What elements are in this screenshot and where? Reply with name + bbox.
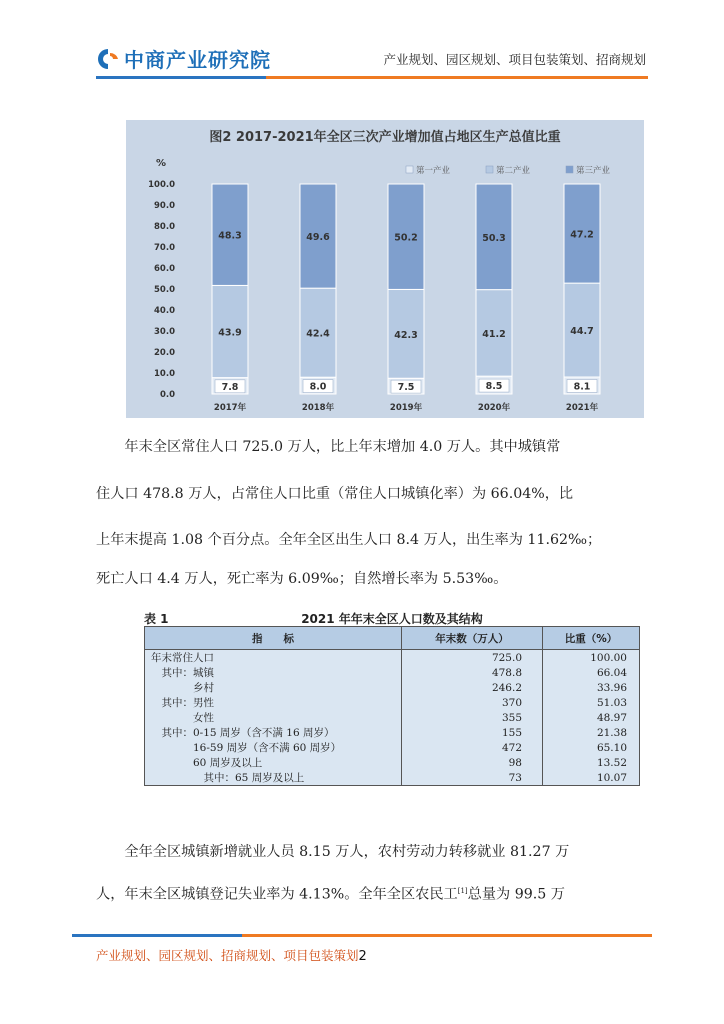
table-row <box>145 755 640 770</box>
x-tick-label: 2017年 <box>213 403 247 413</box>
y-axis-unit: % <box>156 158 167 169</box>
value-cell: 478.8 <box>402 665 543 680</box>
data-label: 7.5 <box>397 382 415 394</box>
column-header-share: 比重（%） <box>543 627 640 650</box>
chart-canvas <box>126 120 644 418</box>
data-label: 50.2 <box>394 232 418 244</box>
indicator-cell: 其中：0-15 周岁（含不满 16 周岁） <box>145 725 402 740</box>
y-tick-label: 10.0 <box>154 369 175 379</box>
share-cell: 100.00 <box>543 650 640 666</box>
y-tick-label: 100.0 <box>148 180 175 190</box>
x-tick-label: 2019年 <box>389 403 423 413</box>
x-tick-label: 2021年 <box>565 403 599 413</box>
table-header-row <box>145 627 640 650</box>
y-tick-label: 0.0 <box>159 390 175 400</box>
value-cell: 246.2 <box>402 680 543 695</box>
footnote-ref[interactable]: [1] <box>457 887 468 895</box>
paragraph-text: 总量为 99.5 万 <box>467 886 565 903</box>
indicator-cell: 其中：65 周岁及以上 <box>145 770 402 786</box>
header-divider-orange <box>266 76 648 79</box>
page-header <box>0 0 724 90</box>
data-label: 50.3 <box>482 232 506 244</box>
y-tick-label: 30.0 <box>154 327 175 337</box>
paragraph-line: 死亡人口 4.4 万人，死亡率为 6.09‰；自然增长率为 5.53‰。 <box>96 571 508 587</box>
share-cell: 51.03 <box>543 695 640 710</box>
value-cell: 725.0 <box>402 650 543 666</box>
data-label: 43.9 <box>218 327 242 339</box>
legend-label: 第三产业 <box>576 166 611 176</box>
footer-divider-blue <box>72 934 242 937</box>
paragraph-text: 人，年末全区城镇登记失业率为 4.13%。全年全区农民工 <box>96 886 458 903</box>
value-cell: 355 <box>402 710 543 725</box>
indicator-cell: 60 周岁及以上 <box>145 755 402 770</box>
legend-swatch <box>566 166 573 173</box>
y-tick-label: 90.0 <box>154 201 175 211</box>
table-row <box>145 650 640 666</box>
y-tick-label: 80.0 <box>154 222 175 232</box>
indicator-cell: 其中：男性 <box>145 695 402 710</box>
table-label: 表 1 <box>144 612 169 626</box>
legend-swatch <box>406 166 413 173</box>
indicator-cell: 年末常住人口 <box>145 650 402 666</box>
x-tick-label: 2018年 <box>301 403 335 413</box>
table-row <box>145 695 640 710</box>
y-tick-label: 50.0 <box>154 285 175 295</box>
share-cell: 66.04 <box>543 665 640 680</box>
paragraph-line: 上年末提高 1.08 个百分点。全年全区出生人口 8.4 万人，出生率为 11.62‰； <box>96 532 602 548</box>
data-label: 8.0 <box>309 381 327 393</box>
data-label: 7.8 <box>221 381 239 393</box>
column-header-value: 年末数（万人） <box>402 627 543 650</box>
footer-divider-orange <box>242 934 652 937</box>
data-label: 8.1 <box>573 381 591 393</box>
data-label: 48.3 <box>218 230 242 242</box>
y-tick-label: 60.0 <box>154 264 175 274</box>
indicator-cell: 女性 <box>145 710 402 725</box>
logo <box>96 44 271 73</box>
footer-tagline: 产业规划、园区规划、招商规划、项目包装策划 <box>96 948 359 963</box>
y-tick-label: 70.0 <box>154 243 175 253</box>
data-label: 42.3 <box>394 329 418 341</box>
paragraph-line <box>96 881 648 905</box>
table-title: 2021 年年末全区人口数及其结构 <box>301 612 483 626</box>
paragraph-line: 年末全区常住人口 725.0 万人，比上年末增加 4.0 万人。其中城镇常 <box>96 439 561 455</box>
share-cell: 13.52 <box>543 755 640 770</box>
column-header-indicator: 指 标 <box>145 627 402 650</box>
table-row <box>145 665 640 680</box>
legend-label: 第二产业 <box>496 166 531 176</box>
header-tagline: 产业规划、园区规划、项目包装策划、招商规划 <box>383 52 646 67</box>
table-row <box>145 680 640 695</box>
paragraph-line: 全年全区城镇新增就业人员 8.15 万人，农村劳动力转移就业 81.27 万 <box>96 844 570 860</box>
y-tick-label: 20.0 <box>154 348 175 358</box>
y-tick-label: 40.0 <box>154 306 175 316</box>
data-label: 41.2 <box>482 328 506 340</box>
table-row <box>145 710 640 725</box>
value-cell: 370 <box>402 695 543 710</box>
table-row <box>145 725 640 740</box>
data-label: 42.4 <box>306 328 330 340</box>
indicator-cell: 其中：城镇 <box>145 665 402 680</box>
data-label: 47.2 <box>570 229 594 241</box>
population-table <box>144 626 640 786</box>
indicator-cell: 16-59 周岁（含不满 60 周岁） <box>145 740 402 755</box>
header-divider-blue <box>96 76 266 79</box>
x-tick-label: 2020年 <box>477 403 511 413</box>
share-cell: 65.10 <box>543 740 640 755</box>
share-cell: 48.97 <box>543 710 640 725</box>
data-label: 49.6 <box>306 232 330 244</box>
value-cell: 73 <box>402 770 543 786</box>
legend-swatch <box>486 166 493 173</box>
table-row <box>145 740 640 755</box>
value-cell: 98 <box>402 755 543 770</box>
share-cell: 21.38 <box>543 725 640 740</box>
industry-share-chart <box>126 120 644 418</box>
table-row <box>145 770 640 786</box>
page-number: 2 <box>358 949 367 964</box>
value-cell: 472 <box>402 740 543 755</box>
paragraph-line: 住人口 478.8 万人，占常住人口比重（常住人口城镇化率）为 66.04%，比 <box>96 486 574 502</box>
footer <box>96 946 367 964</box>
logo-icon <box>96 47 120 71</box>
chart-title: 图2 2017-2021年全区三次产业增加值占地区生产总值比重 <box>209 130 561 145</box>
data-label: 44.7 <box>570 326 594 338</box>
share-cell: 10.07 <box>543 770 640 786</box>
indicator-cell: 乡村 <box>145 680 402 695</box>
data-label: 8.5 <box>485 381 503 393</box>
logo-text: 中商产业研究院 <box>124 48 271 72</box>
share-cell: 33.96 <box>543 680 640 695</box>
legend-label: 第一产业 <box>416 166 451 176</box>
value-cell: 155 <box>402 725 543 740</box>
